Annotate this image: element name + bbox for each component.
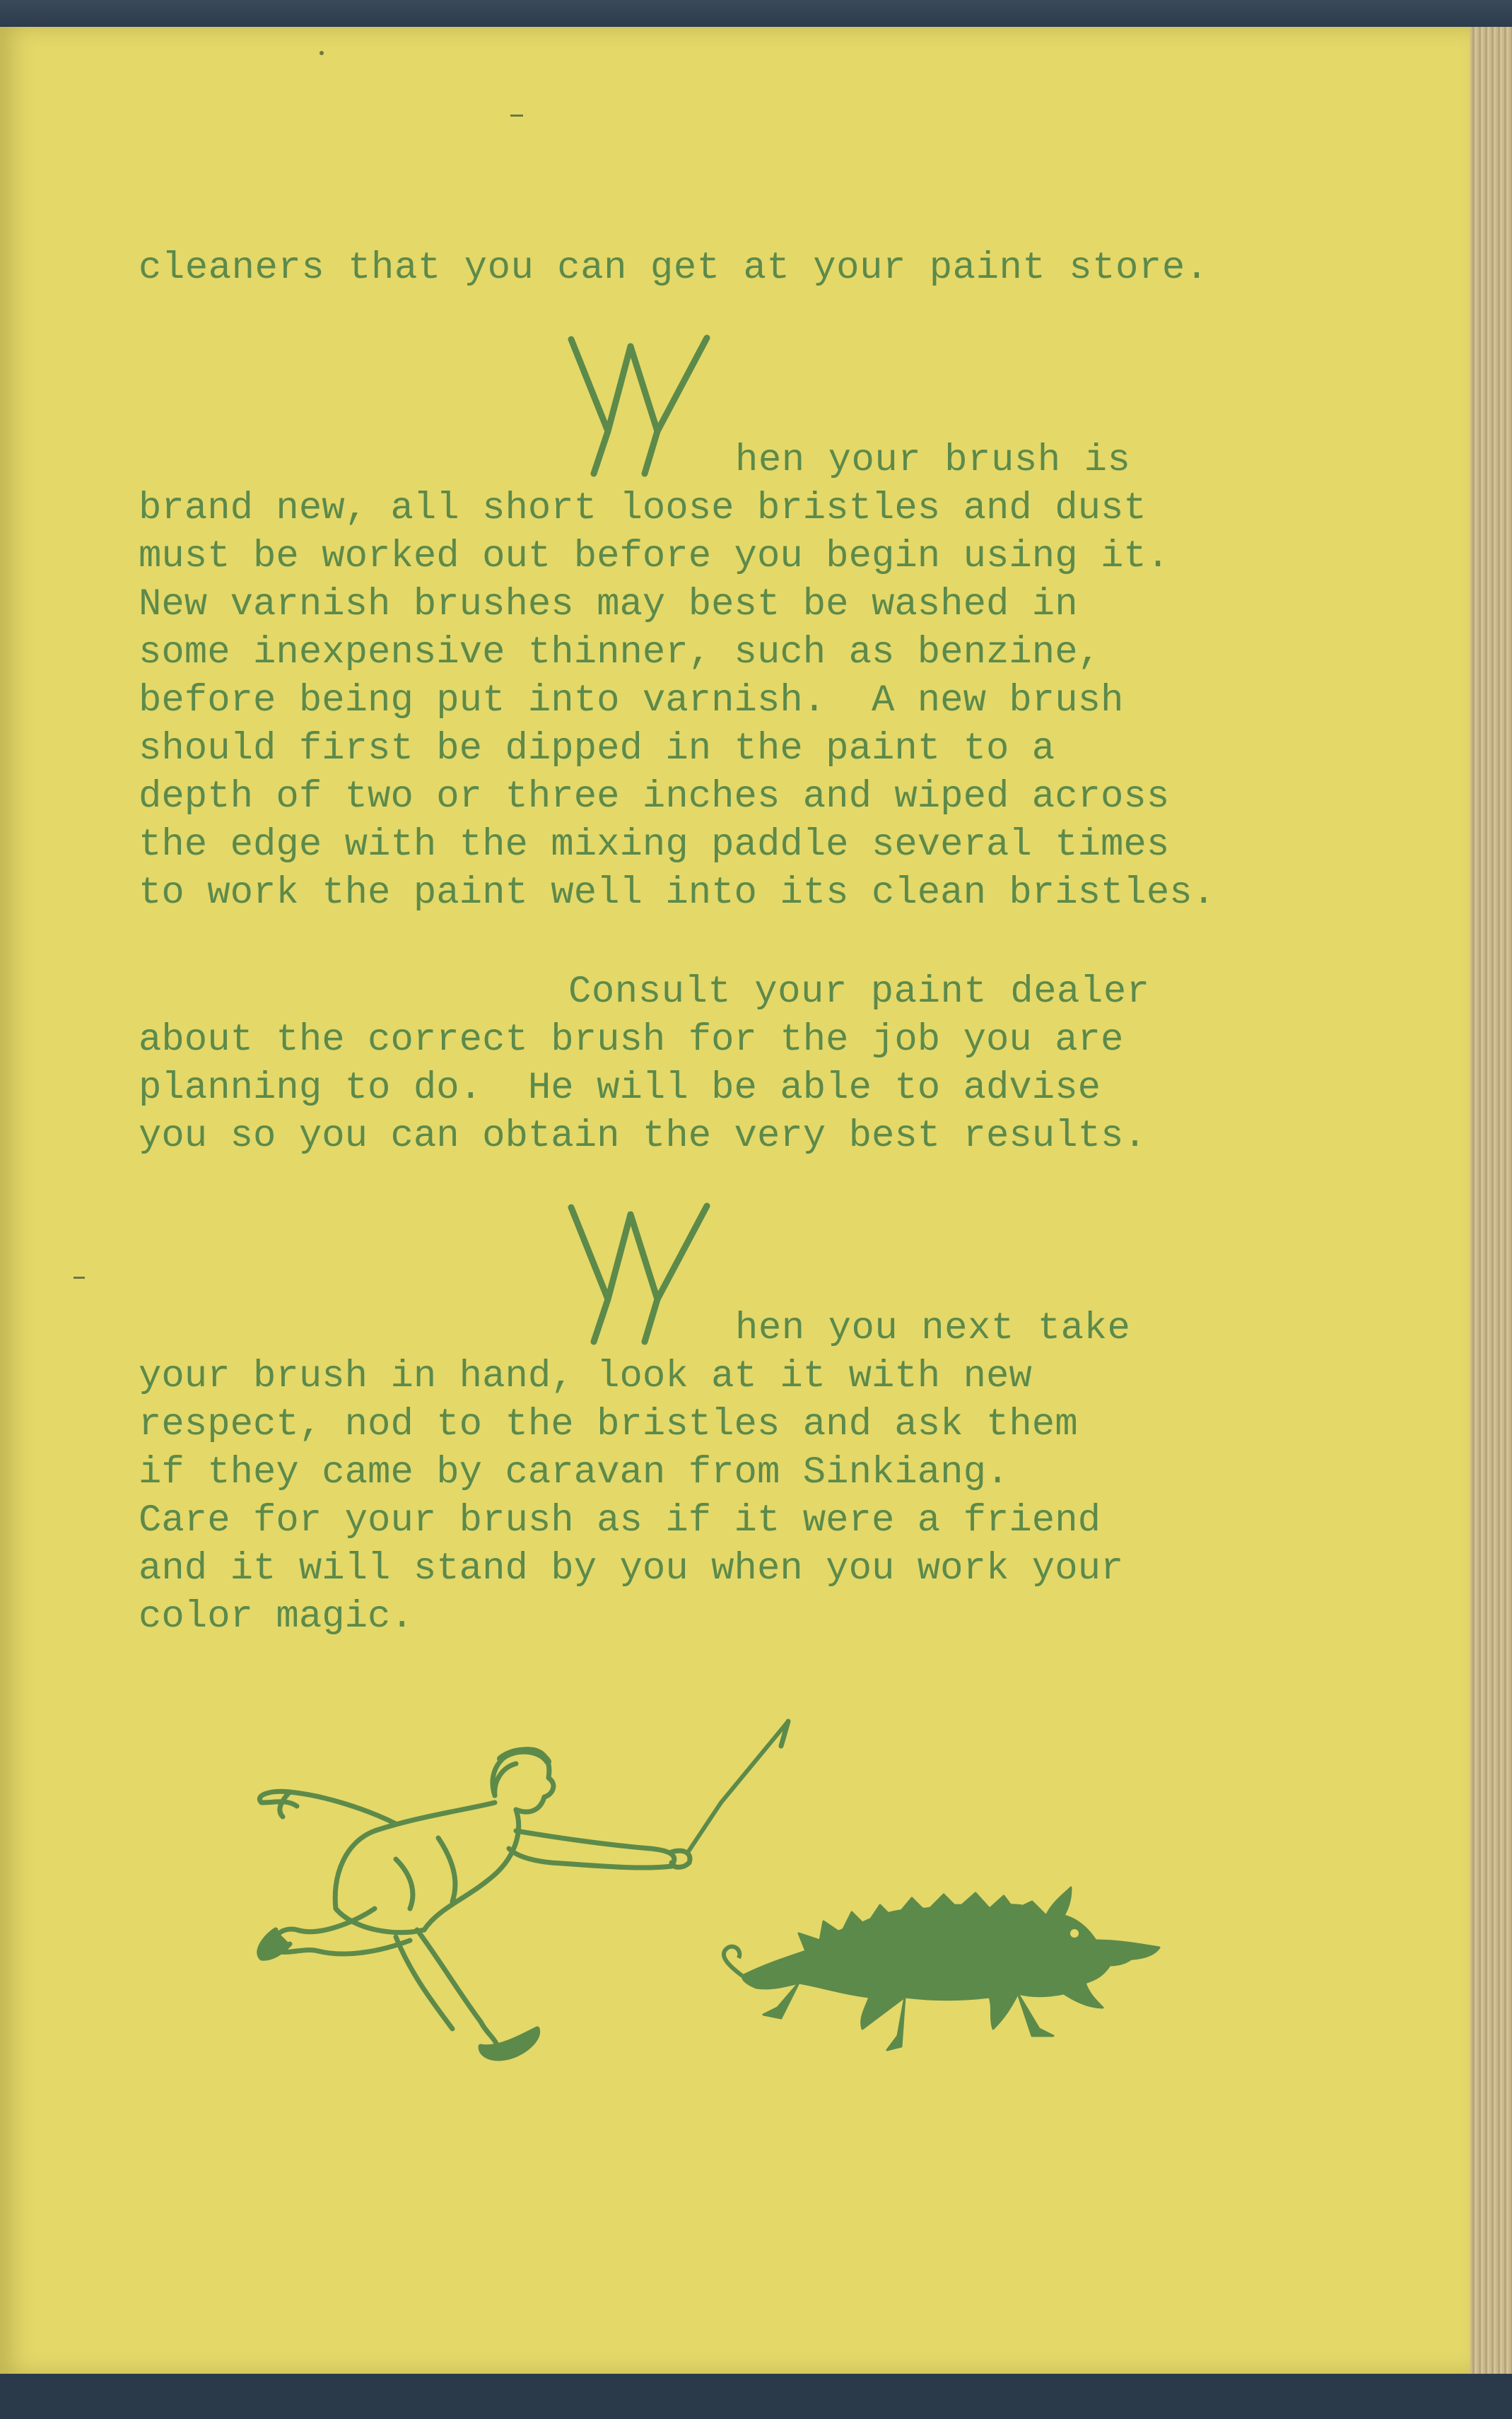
para1-line: should first be dipped in the paint to a <box>139 727 1055 771</box>
para3-line: Care for your brush as if it were a friend <box>139 1499 1101 1542</box>
paragraph-1 <box>139 485 1215 918</box>
running-man-figure <box>259 1721 788 2058</box>
paragraph-2 <box>139 1017 1147 1161</box>
scan-speck <box>510 115 523 117</box>
para2-first-line: Consult your paint dealer <box>568 971 1150 1014</box>
para2-line: about the correct brush for the job you are <box>139 1019 1124 1062</box>
drop-cap-w-2-letter: W <box>565 1200 566 1201</box>
para3-line: and it will stand by you when you work your <box>139 1547 1124 1591</box>
drop-cap-w-1 <box>565 332 714 481</box>
para1-line: brand new, all short loose bristles and dust <box>139 487 1147 530</box>
para3-line: if they came by caravan from Sinkiang. <box>139 1451 1009 1494</box>
para3-first-line: hen you next take <box>735 1307 1131 1350</box>
drop-cap-w-1-letter: W <box>565 332 566 333</box>
para1-line: depth of two or three inches and wiped across <box>139 775 1170 819</box>
scan-bottom <box>0 2374 1512 2419</box>
para2-line: you so you can obtain the very best results. <box>139 1115 1147 1158</box>
para2-line: planning to do. He will be able to advise <box>139 1067 1101 1110</box>
para1-line: some inexpensive thinner, such as benzine, <box>139 631 1101 674</box>
para1-first-line: hen your brush is <box>735 439 1131 482</box>
para1-line: before being put into varnish. A new brush <box>139 679 1124 722</box>
drop-cap-w-2 <box>565 1200 714 1349</box>
para1-line: New varnish brushes may best be washed in <box>139 583 1078 626</box>
paragraph-3 <box>139 1353 1123 1641</box>
scan-speck <box>320 51 324 55</box>
illustration-hunter-chasing-boar <box>184 1697 1216 2121</box>
boar-silhouette <box>724 1887 1159 2050</box>
para1-line: the edge with the mixing paddle several times <box>139 824 1170 867</box>
para3-line: respect, nod to the bristles and ask them <box>139 1403 1078 1446</box>
para1-line: must be worked out before you begin using it. <box>139 535 1170 578</box>
intro-line: cleaners that you can get at your paint store. <box>139 247 1209 290</box>
page-edge <box>1470 27 1512 2374</box>
para3-line: your brush in hand, look at it with new <box>139 1355 1032 1398</box>
scan-speck <box>74 1277 85 1279</box>
para1-line: to work the paint well into its clean bristles. <box>139 872 1216 915</box>
para3-line: color magic. <box>139 1595 414 1639</box>
